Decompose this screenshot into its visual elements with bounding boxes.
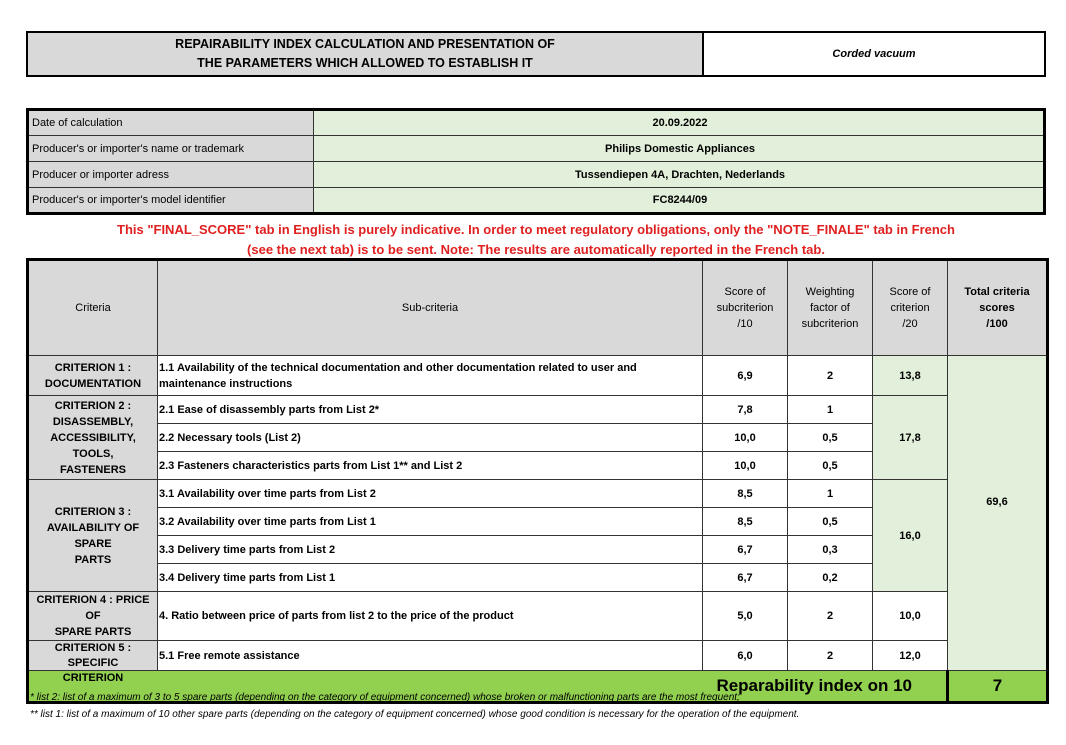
header-text: subcriterion xyxy=(716,302,774,314)
header-text: /10 xyxy=(737,318,753,330)
sub-criterion: 3.4 Delivery time parts from List 1 xyxy=(158,564,703,592)
header-score-crit xyxy=(873,260,948,356)
header-text: Weighting xyxy=(805,286,855,298)
header-text: /100 xyxy=(986,318,1008,330)
sub-score: 6,7 xyxy=(703,536,788,564)
sub-score: 8,5 xyxy=(703,480,788,508)
sub-criterion: 3.2 Availability over time parts from List 1 xyxy=(158,508,703,536)
title-line-1: REPAIRABILITY INDEX CALCULATION AND PRESENTATION OF xyxy=(175,37,555,51)
sub-score: 5,0 xyxy=(703,592,788,641)
reparability-index-value: 7 xyxy=(948,671,1048,703)
sub-weight: 1 xyxy=(788,396,873,424)
criterion-text: CRITERION xyxy=(62,672,124,684)
criterion-5-label xyxy=(28,641,158,684)
title-line-2: THE PARAMETERS WHICH ALLOWED TO ESTABLISH IT xyxy=(197,56,533,70)
table-row xyxy=(28,641,1048,671)
header-text: subcriterion xyxy=(801,318,859,330)
criterion-3-label xyxy=(28,480,158,592)
sub-criterion: 5.1 Free remote assistance xyxy=(158,641,703,671)
info-label: Date of calculation xyxy=(28,110,314,136)
info-row xyxy=(28,110,1045,136)
table-row xyxy=(28,592,1048,641)
criterion-text: AVAILABILITY OF SPARE xyxy=(46,521,140,550)
criterion-text: SPARE PARTS xyxy=(54,626,132,638)
total-criteria-score: 69,6 xyxy=(948,356,1048,671)
criterion-text: CRITERION 5 : SPECIFIC xyxy=(54,642,132,669)
header-text: Score of xyxy=(889,286,931,298)
sub-criterion: 4. Ratio between price of parts from list 2 to the price of the product xyxy=(158,592,703,641)
header-sub-criteria: Sub-criteria xyxy=(158,260,703,356)
sub-criterion: 2.1 Ease of disassembly parts from List 2* xyxy=(158,396,703,424)
header-text: criterion xyxy=(890,302,930,314)
criterion-text: CRITERION 2 : xyxy=(54,399,132,412)
header-criteria: Criteria xyxy=(28,260,158,356)
info-value: Philips Domestic Appliances xyxy=(314,136,1045,162)
sub-criterion: 3.3 Delivery time parts from List 2 xyxy=(158,536,703,564)
footnote-list-1: ** list 1: list of a maximum of 10 other spare parts (depending on the category of equipment concerned) whose good condition is necessary for the operation of the equipment. xyxy=(30,709,800,720)
sub-weight: 0,5 xyxy=(788,424,873,452)
sub-criterion: 2.2 Necessary tools (List 2) xyxy=(158,424,703,452)
criterion-4-label xyxy=(28,592,158,641)
sub-score: 6,9 xyxy=(703,356,788,396)
criterion-text: FASTENERS xyxy=(59,463,126,476)
document-title xyxy=(26,31,704,77)
criterion-score: 10,0 xyxy=(873,592,948,641)
notice-line-1: This "FINAL_SCORE" tab in English is purely indicative. In order to meet regulatory obligations, only the "NOTE_FINALE" tab in French xyxy=(117,222,955,237)
sub-score: 6,7 xyxy=(703,564,788,592)
criterion-text: CRITERION 3 : xyxy=(54,505,132,518)
table-row xyxy=(28,356,1048,396)
info-value: 20.09.2022 xyxy=(314,110,1045,136)
sub-weight: 0,2 xyxy=(788,564,873,592)
sub-weight: 2 xyxy=(788,641,873,671)
table-row xyxy=(28,396,1048,424)
criterion-score: 12,0 xyxy=(873,641,948,671)
info-row xyxy=(28,136,1045,162)
criterion-text: ACCESSIBILITY, TOOLS, xyxy=(50,431,136,460)
sub-weight: 2 xyxy=(788,356,873,396)
footnote-list-2: * list 2: list of a maximum of 3 to 5 spare parts (depending on the category of equipment concerned) whose broken or malfunctioning parts are the most frequent; xyxy=(30,692,740,703)
criterion-score: 13,8 xyxy=(873,356,948,396)
header-text: Score of xyxy=(724,286,766,298)
header-score-sub xyxy=(703,260,788,356)
header-text: factor of xyxy=(810,302,850,314)
sub-score: 6,0 xyxy=(703,641,788,671)
sub-criterion: 1.1 Availability of the technical documentation and other documentation related to user and maintenance instructions xyxy=(158,356,703,396)
info-label: Producer's or importer's name or trademark xyxy=(28,136,314,162)
criterion-text: CRITERION 1 : xyxy=(54,361,132,374)
sub-weight: 0,5 xyxy=(788,452,873,480)
producer-info-table xyxy=(26,108,1046,215)
sub-weight: 1 xyxy=(788,480,873,508)
info-row xyxy=(28,162,1045,188)
sub-weight: 0,3 xyxy=(788,536,873,564)
table-header-row xyxy=(28,260,1048,356)
reparability-index-label: Reparability index on 10 xyxy=(28,671,948,703)
header-weighting xyxy=(788,260,873,356)
sub-criterion: 3.1 Availability over time parts from List 2 xyxy=(158,480,703,508)
criterion-2-label xyxy=(28,396,158,480)
criterion-score: 16,0 xyxy=(873,480,948,592)
criterion-text: PARTS xyxy=(74,553,112,566)
header-total xyxy=(948,260,1048,356)
criterion-text: DISASSEMBLY, xyxy=(52,415,134,428)
sub-weight: 2 xyxy=(788,592,873,641)
info-label: Producer's or importer's model identifier xyxy=(28,188,314,214)
sub-criterion: 2.3 Fasteners characteristics parts from List 1** and List 2 xyxy=(158,452,703,480)
criterion-score: 17,8 xyxy=(873,396,948,480)
notice-line-2: (see the next tab) is to be sent. Note: The results are automatically reported in the French tab. xyxy=(247,242,825,257)
sub-score: 7,8 xyxy=(703,396,788,424)
info-label: Producer or importer adress xyxy=(28,162,314,188)
product-type: Corded vacuum xyxy=(702,31,1046,77)
table-row xyxy=(28,480,1048,508)
sub-score: 10,0 xyxy=(703,452,788,480)
scoring-table xyxy=(26,258,1049,704)
criterion-text: DOCUMENTATION xyxy=(44,377,142,390)
info-row xyxy=(28,188,1045,214)
header-text: /20 xyxy=(902,318,918,330)
sub-score: 8,5 xyxy=(703,508,788,536)
criterion-1-label xyxy=(28,356,158,396)
regulatory-notice xyxy=(26,220,1046,260)
sub-weight: 0,5 xyxy=(788,508,873,536)
info-value: Tussendiepen 4A, Drachten, Nederlands xyxy=(314,162,1045,188)
sub-score: 10,0 xyxy=(703,424,788,452)
header-text: scores xyxy=(979,302,1015,314)
header-text: Total criteria xyxy=(964,286,1030,298)
info-value: FC8244/09 xyxy=(314,188,1045,214)
criterion-text: CRITERION 4 : PRICE OF xyxy=(36,594,150,622)
